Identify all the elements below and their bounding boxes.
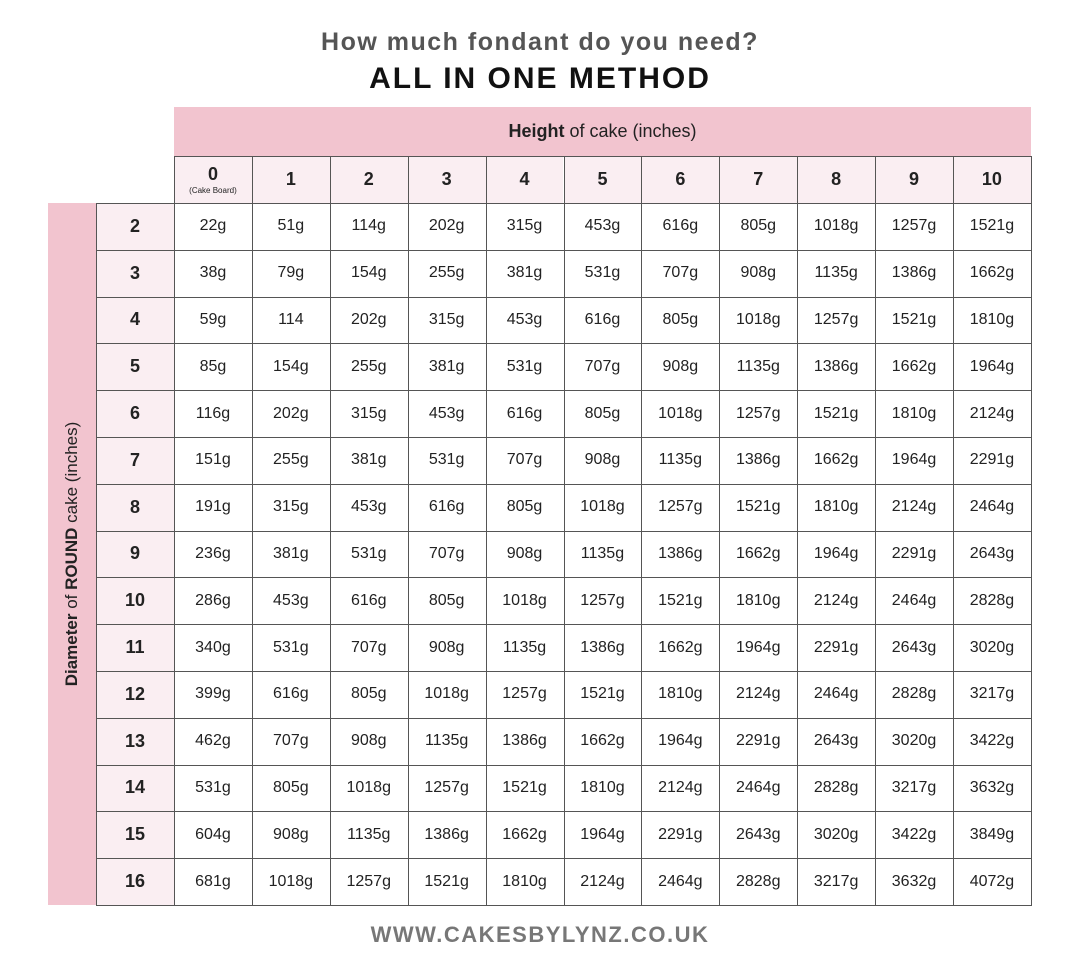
table-cell: 531g [273, 638, 309, 656]
table-cell: 3020g [813, 825, 859, 843]
table-cell: 1018g [346, 778, 391, 796]
row-header: 6 [96, 390, 174, 437]
table-cell: 114 [278, 310, 304, 328]
table-cell: 1662g [580, 732, 625, 750]
table-cell: 2124g [813, 591, 859, 609]
table-cell: 2828g [891, 685, 937, 703]
table-cell: 707g [584, 357, 621, 375]
table-cell: 1662g [658, 638, 703, 656]
table-cell: 707g [350, 638, 387, 656]
column-header [564, 156, 642, 203]
table-cell: 255g [428, 264, 465, 282]
grid-line [96, 811, 1032, 812]
column-header [330, 156, 408, 203]
row-header: 3 [96, 250, 174, 297]
table-cell: 908g [584, 451, 621, 469]
table-cell: 531g [195, 778, 231, 796]
table-cell: 453g [428, 404, 465, 422]
grid-line [96, 203, 1032, 204]
table-cell: 2464g [891, 591, 937, 609]
table-cell: 85g [199, 357, 227, 375]
table-cell: 805g [506, 498, 543, 516]
table-cell: 2643g [969, 544, 1015, 562]
table-cell: 531g [428, 451, 465, 469]
row-header: 8 [96, 484, 174, 531]
table-cell: 2124g [891, 498, 937, 516]
table-cell: 1810g [502, 872, 547, 890]
table-cell: 1386g [891, 264, 937, 282]
table-cell: 59g [199, 310, 227, 328]
table-cell: 2464g [735, 778, 781, 796]
table-cell: 2291g [969, 451, 1015, 469]
column-header-value: 5 [597, 169, 608, 189]
table-cell: 805g [662, 310, 699, 328]
table-cell: 1810g [735, 591, 781, 609]
table-cell: 908g [740, 264, 777, 282]
table-cell: 1386g [580, 638, 625, 656]
website-footer: WWW.CAKESBYLYNZ.CO.UK [370, 922, 710, 947]
table-cell: 1810g [580, 778, 625, 796]
table-cell: 51g [277, 217, 305, 235]
column-axis-label-bold: Height [508, 121, 565, 141]
grid-line [96, 718, 1032, 719]
table-cell: 531g [506, 357, 543, 375]
table-cell: 2828g [813, 778, 859, 796]
table-cell: 616g [662, 217, 699, 235]
table-cell: 1135g [814, 264, 858, 282]
table-cell: 1018g [813, 217, 859, 235]
table-cell: 681g [195, 872, 231, 890]
table-cell: 805g [740, 217, 777, 235]
grid-line [96, 765, 1032, 766]
table-cell: 2124g [580, 872, 625, 890]
table-cell: 1662g [813, 451, 859, 469]
table-cell: 453g [584, 217, 621, 235]
page-title: ALL IN ONE METHOD [369, 62, 711, 95]
column-header-value: 7 [753, 169, 764, 189]
table-cell: 3849g [969, 825, 1015, 843]
table-cell: 1386g [424, 825, 469, 843]
table-cell: 340g [195, 638, 231, 656]
table-cell: 2124g [969, 404, 1015, 422]
table-cell: 286g [195, 591, 231, 609]
table-cell: 2643g [813, 732, 859, 750]
grid-line [96, 531, 1032, 532]
row-axis-label-bold1: Diameter [62, 613, 81, 687]
table-cell: 1018g [735, 310, 781, 328]
table-cell: 908g [428, 638, 465, 656]
column-header-value: 9 [909, 169, 920, 189]
table-cell: 707g [662, 264, 699, 282]
table-cell: 1135g [580, 544, 625, 562]
table-cell: 616g [506, 404, 543, 422]
table-cell: 236g [195, 544, 231, 562]
table-cell: 453g [350, 498, 387, 516]
table-cell: 1662g [502, 825, 547, 843]
table-cell: 3217g [813, 872, 859, 890]
grid-line [96, 343, 1032, 344]
table-cell: 202g [273, 404, 309, 422]
column-header-value: 0 [207, 164, 218, 184]
column-header-note: (Cake Board) [189, 186, 237, 195]
table-cell: 2643g [891, 638, 937, 656]
row-axis-label-bold2: ROUND [62, 527, 81, 590]
table-cell: 1521g [502, 778, 547, 796]
row-header: 4 [96, 297, 174, 344]
table-cell: 1662g [735, 544, 781, 562]
table-cell: 315g [350, 404, 387, 422]
table-cell: 202g [428, 217, 465, 235]
table-cell: 1257g [580, 591, 625, 609]
table-cell: 3217g [891, 778, 937, 796]
table-cell: 2291g [891, 544, 937, 562]
table-cell: 1257g [891, 217, 937, 235]
table-cell: 3020g [891, 732, 937, 750]
column-header [174, 156, 252, 203]
column-header-value: 10 [981, 169, 1002, 189]
grid-line [96, 297, 1032, 298]
table-cell: 2291g [813, 638, 859, 656]
row-axis-label-rest: cake (inches) [62, 421, 81, 528]
table-cell: 453g [506, 310, 543, 328]
table-cell: 2464g [813, 685, 859, 703]
column-header-value: 2 [363, 169, 374, 189]
table-cell: 805g [584, 404, 621, 422]
table-cell: 381g [273, 544, 309, 562]
table-cell: 1521g [969, 217, 1015, 235]
column-header [875, 156, 953, 203]
column-header [408, 156, 486, 203]
table-cell: 114g [351, 217, 386, 235]
table-cell: 151g [195, 451, 231, 469]
table-cell: 2464g [969, 498, 1015, 516]
grid-line [96, 905, 1032, 906]
row-header: 9 [96, 531, 174, 578]
row-header: 5 [96, 343, 174, 390]
table-cell: 202g [350, 310, 387, 328]
grid-line [96, 390, 1032, 391]
table-cell: 1018g [580, 498, 625, 516]
column-header [252, 156, 330, 203]
table-cell: 1964g [813, 544, 859, 562]
table-cell: 1521g [424, 872, 469, 890]
table-cell: 1135g [502, 638, 547, 656]
table-cell: 2291g [735, 732, 781, 750]
table-cell: 1810g [813, 498, 859, 516]
table-cell: 2643g [735, 825, 781, 843]
grid-line [96, 671, 1032, 672]
grid-line [174, 156, 1031, 157]
table-cell: 3632g [969, 778, 1015, 796]
row-header: 7 [96, 437, 174, 484]
table-cell: 1521g [658, 591, 703, 609]
table-cell: 1386g [735, 451, 781, 469]
table-cell: 531g [584, 264, 621, 282]
column-header-value: 4 [519, 169, 530, 189]
row-header: 13 [96, 718, 174, 765]
table-cell: 908g [506, 544, 543, 562]
table-cell: 1810g [891, 404, 937, 422]
table-cell: 154g [350, 264, 387, 282]
table-cell: 154g [273, 357, 309, 375]
table-cell: 805g [273, 778, 309, 796]
table-cell: 1521g [735, 498, 781, 516]
table-cell: 1135g [658, 451, 702, 469]
table-cell: 381g [506, 264, 543, 282]
table-cell: 3422g [891, 825, 937, 843]
table-cell: 453g [273, 591, 309, 609]
table-cell: 381g [350, 451, 387, 469]
table-cell: 381g [428, 357, 465, 375]
table-cell: 1135g [424, 732, 469, 750]
column-axis-label-rest: of cake (inches) [564, 121, 697, 141]
table-cell: 2124g [735, 685, 781, 703]
column-header [641, 156, 719, 203]
table-cell: 1810g [969, 310, 1015, 328]
grid-line [96, 858, 1032, 859]
column-header-value: 6 [675, 169, 686, 189]
table-cell: 3020g [969, 638, 1015, 656]
table-cell: 1135g [736, 357, 780, 375]
table-cell: 616g [273, 685, 309, 703]
table-cell: 399g [195, 685, 231, 703]
table-cell: 1964g [580, 825, 625, 843]
table-cell: 1810g [658, 685, 703, 703]
table-cell: 616g [428, 498, 465, 516]
table-cell: 2291g [658, 825, 703, 843]
table-cell: 1662g [969, 264, 1015, 282]
table-cell: 707g [428, 544, 465, 562]
table-cell: 3632g [891, 872, 937, 890]
table-cell: 1257g [813, 310, 859, 328]
table-cell: 1257g [424, 778, 469, 796]
grid-line [96, 203, 97, 905]
table-cell: 22g [199, 217, 227, 235]
table-cell: 3422g [969, 732, 1015, 750]
table-cell: 1521g [813, 404, 859, 422]
column-header [797, 156, 875, 203]
table-cell: 531g [350, 544, 387, 562]
column-header-value: 8 [831, 169, 842, 189]
table-cell: 604g [195, 825, 231, 843]
table-cell: 191g [195, 498, 231, 516]
table-cell: 4072g [969, 872, 1015, 890]
row-header: 12 [96, 671, 174, 718]
table-cell: 1386g [502, 732, 547, 750]
column-header [486, 156, 564, 203]
table-cell: 255g [350, 357, 387, 375]
table-cell: 1521g [891, 310, 937, 328]
table-cell: 908g [350, 732, 387, 750]
table-cell: 2464g [658, 872, 703, 890]
table-cell: 1964g [735, 638, 781, 656]
table-cell: 79g [277, 264, 305, 282]
table-cell: 38g [199, 264, 227, 282]
grid-line [96, 577, 1032, 578]
column-header [953, 156, 1031, 203]
table-cell: 255g [273, 451, 309, 469]
table-cell: 2124g [658, 778, 703, 796]
row-header: 10 [96, 577, 174, 624]
table-cell: 1018g [658, 404, 703, 422]
row-axis-label-mid: of [62, 589, 81, 614]
column-header-value: 1 [285, 169, 296, 189]
table-cell: 1135g [347, 825, 391, 843]
table-cell: 315g [506, 217, 543, 235]
table-cell: 616g [350, 591, 387, 609]
row-header: 16 [96, 858, 174, 905]
table-cell: 1964g [658, 732, 703, 750]
grid-line [96, 250, 1032, 251]
table-cell: 707g [273, 732, 309, 750]
column-header-value: 3 [441, 169, 452, 189]
grid-line [96, 437, 1032, 438]
table-cell: 1257g [346, 872, 391, 890]
table-cell: 805g [428, 591, 465, 609]
table-cell: 1018g [268, 872, 314, 890]
table-cell: 908g [273, 825, 309, 843]
table-cell: 1018g [502, 591, 547, 609]
table-cell: 1386g [813, 357, 859, 375]
table-cell: 1662g [891, 357, 937, 375]
table-cell: 1521g [580, 685, 625, 703]
table-cell: 315g [273, 498, 309, 516]
row-header: 15 [96, 811, 174, 858]
table-cell: 3217g [969, 685, 1015, 703]
table-cell: 462g [195, 732, 231, 750]
table-cell: 2828g [735, 872, 781, 890]
table-cell: 1018g [424, 685, 469, 703]
column-header [719, 156, 797, 203]
table-cell: 805g [350, 685, 387, 703]
row-header: 11 [96, 624, 174, 671]
table-cell: 1257g [658, 498, 703, 516]
subtitle: How much fondant do you need? [321, 28, 759, 56]
table-cell: 1964g [891, 451, 937, 469]
table-cell: 616g [584, 310, 621, 328]
grid-line [96, 484, 1032, 485]
table-cell: 1257g [502, 685, 547, 703]
row-header: 2 [96, 203, 174, 250]
table-cell: 908g [662, 357, 699, 375]
table-cell: 116g [195, 404, 231, 422]
row-header: 14 [96, 765, 174, 812]
table-cell: 1964g [969, 357, 1015, 375]
table-cell: 2828g [969, 591, 1015, 609]
table-cell: 707g [506, 451, 543, 469]
grid-line [96, 624, 1032, 625]
table-cell: 1257g [735, 404, 781, 422]
table-cell: 1386g [658, 544, 703, 562]
table-cell: 315g [428, 310, 465, 328]
